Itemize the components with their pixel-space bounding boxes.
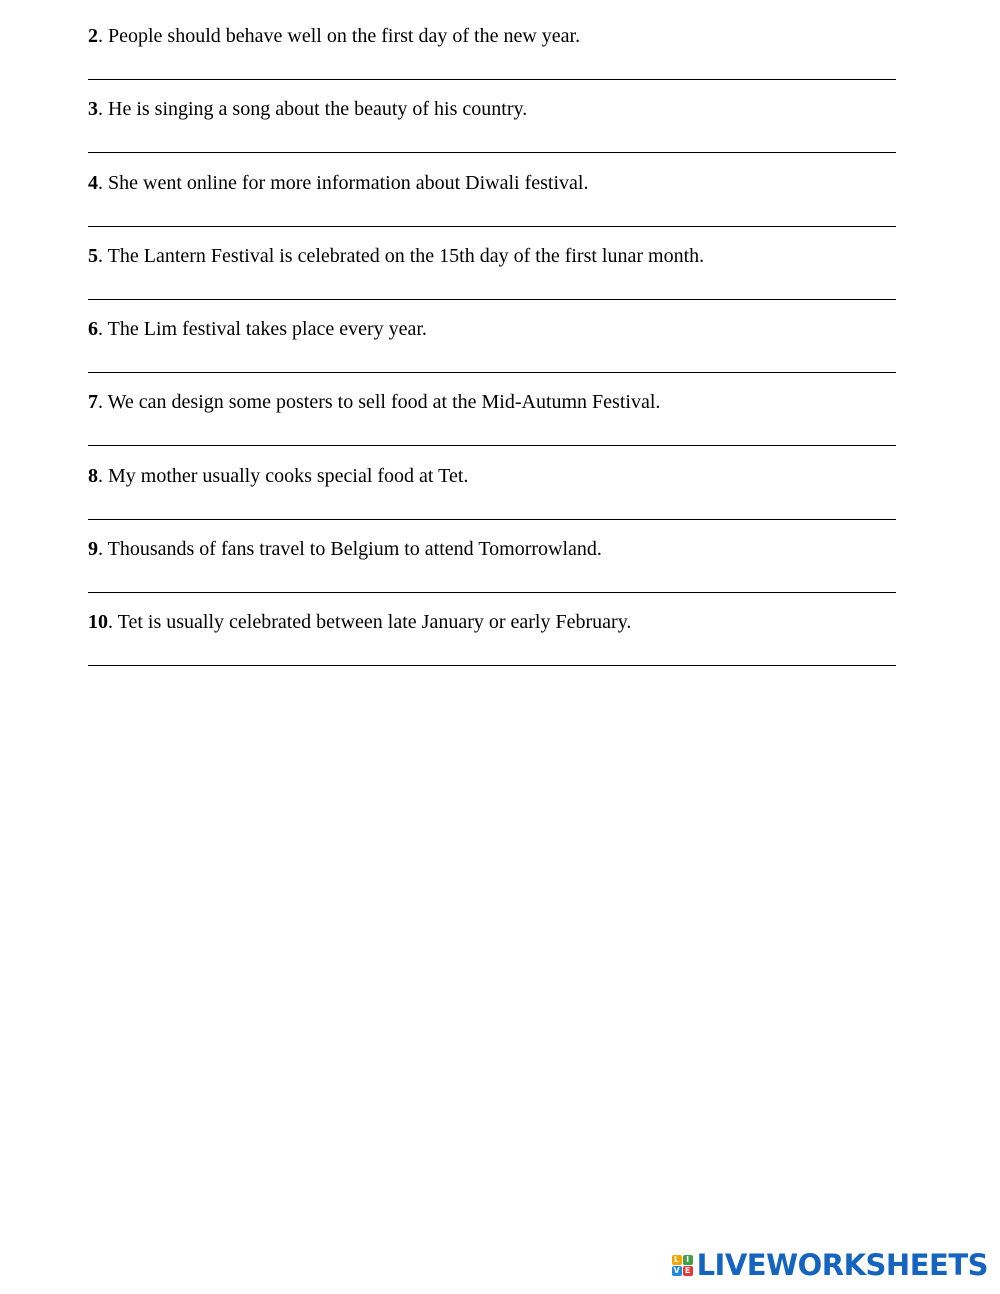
question-number: 9 bbox=[88, 538, 98, 561]
answer-line[interactable] bbox=[88, 445, 896, 446]
answer-line[interactable] bbox=[88, 519, 896, 520]
question-item bbox=[88, 608, 896, 681]
question-text bbox=[88, 22, 896, 50]
question-sentence: . We can design some posters to sell food at the Mid-Autumn Festival. bbox=[98, 391, 661, 414]
question-item bbox=[88, 22, 896, 95]
question-text bbox=[88, 315, 896, 343]
question-item bbox=[88, 242, 896, 315]
question-text bbox=[88, 169, 896, 197]
question-text bbox=[88, 462, 896, 490]
question-text bbox=[88, 95, 896, 123]
question-sentence: . The Lantern Festival is celebrated on the 15th day of the first lunar month. bbox=[98, 244, 705, 267]
question-text bbox=[88, 535, 896, 563]
question-number: 7 bbox=[88, 391, 98, 414]
question-item bbox=[88, 462, 896, 535]
answer-line[interactable] bbox=[88, 372, 896, 373]
question-text bbox=[88, 242, 896, 270]
question-text bbox=[88, 388, 896, 416]
liveworksheets-logo bbox=[672, 1248, 988, 1282]
question-sentence: . Thousands of fans travel to Belgium to attend Tomorrowland. bbox=[98, 538, 602, 561]
question-text bbox=[88, 608, 896, 636]
answer-line[interactable] bbox=[88, 592, 896, 593]
logo-cell-v: V bbox=[673, 1266, 680, 1275]
question-item bbox=[88, 169, 896, 242]
question-number: 8 bbox=[88, 464, 98, 487]
question-number: 2 bbox=[88, 25, 98, 47]
logo-cell-e: E bbox=[683, 1266, 693, 1276]
question-item bbox=[88, 535, 896, 608]
question-sentence: . My mother usually cooks special food at Tet. bbox=[98, 464, 469, 487]
logo-icon bbox=[672, 1255, 693, 1276]
question-number: 10 bbox=[88, 611, 108, 634]
answer-line[interactable] bbox=[88, 226, 896, 227]
worksheet bbox=[88, 22, 896, 682]
answer-line[interactable] bbox=[88, 79, 896, 80]
question-number: 6 bbox=[88, 318, 98, 341]
question-sentence: . She went online for more information about Diwali festival. bbox=[98, 171, 589, 194]
question-sentence: . Tet is usually celebrated between late January or early February. bbox=[108, 611, 632, 634]
question-sentence: . He is singing a song about the beauty of his country. bbox=[98, 98, 528, 121]
question-sentence: . The Lim festival takes place every year. bbox=[98, 318, 427, 341]
logo-cell-i: I bbox=[683, 1255, 693, 1265]
question-number: 3 bbox=[88, 98, 98, 121]
logo-cell-l: L bbox=[672, 1255, 682, 1265]
question-item bbox=[88, 388, 896, 461]
question-sentence: . People should behave well on the first day of the new year. bbox=[98, 25, 581, 47]
answer-line[interactable] bbox=[88, 299, 896, 300]
question-number: 5 bbox=[88, 244, 98, 267]
question-item bbox=[88, 95, 896, 168]
logo-text: LIVEWORKSHEETS bbox=[696, 1248, 988, 1282]
question-item bbox=[88, 315, 896, 388]
answer-line[interactable] bbox=[88, 152, 896, 153]
question-number: 4 bbox=[88, 171, 98, 194]
answer-line[interactable] bbox=[88, 665, 896, 666]
